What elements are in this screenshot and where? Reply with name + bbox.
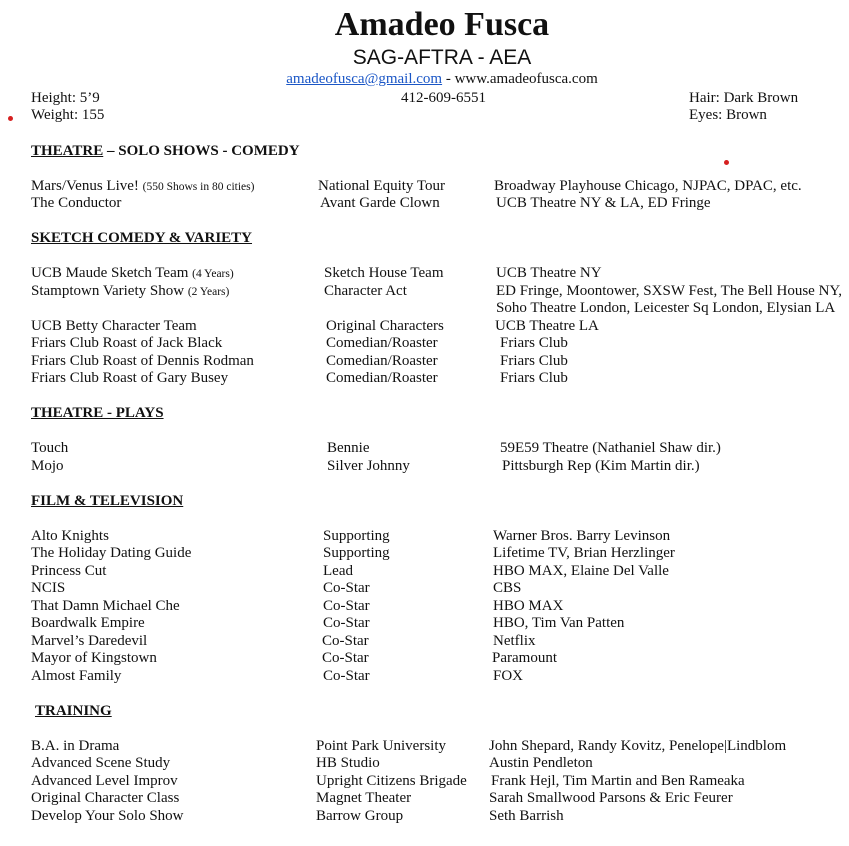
credit-title: Almost Family xyxy=(31,668,122,684)
contact-line xyxy=(0,71,849,88)
credit-role: National Equity Tour xyxy=(318,178,445,194)
credit-title: The Conductor xyxy=(31,195,122,211)
credit-venue: UCB Theatre NY xyxy=(496,265,602,281)
training-teachers: John Shepard, Randy Kovitz, Penelope|Lindblom xyxy=(489,738,787,754)
credit-title: Friars Club Roast of Gary Busey xyxy=(31,370,229,386)
credit-title: Marvel’s Daredevil xyxy=(31,633,148,649)
credit-role: Bennie xyxy=(327,440,370,456)
credit-role: Original Characters xyxy=(326,318,444,334)
training-teachers: Frank Hejl, Tim Martin and Ben Rameaka xyxy=(491,773,745,789)
red-marker-dot xyxy=(8,116,13,121)
training-school: HB Studio xyxy=(316,755,380,771)
credit-venue: 59E59 Theatre (Nathaniel Shaw dir.) xyxy=(500,440,721,456)
training-program: Original Character Class xyxy=(31,790,180,806)
credit-role: Silver Johnny xyxy=(327,458,410,474)
training-program: Advanced Scene Study xyxy=(31,755,171,771)
section-heading-main: FILM & TELEVISION xyxy=(31,493,184,509)
credit-title: Mayor of Kingstown xyxy=(31,650,157,666)
email-link[interactable]: amadeofusca@gmail.com xyxy=(286,71,443,87)
weight-stat: Weight: 155 xyxy=(31,107,105,123)
credit-venue: Friars Club xyxy=(500,335,568,351)
section-heading-training xyxy=(35,703,112,720)
credit-role: Co-Star xyxy=(323,615,370,631)
credit-role: Sketch House Team xyxy=(324,265,444,281)
credit-venue: Netflix xyxy=(493,633,536,649)
website-text: www.amadeofusca.com xyxy=(454,71,598,87)
credit-venue: Warner Bros. Barry Levinson xyxy=(493,528,671,544)
credit-note: (2 Years) xyxy=(187,286,230,298)
credit-title: Friars Club Roast of Jack Black xyxy=(31,335,223,351)
credit-role: Supporting xyxy=(323,545,390,561)
credit-venue: ED Fringe, Moontower, SXSW Fest, The Bell House NY, xyxy=(496,283,843,299)
section-heading-film-tv xyxy=(31,493,183,510)
training-school: Barrow Group xyxy=(316,808,404,824)
phone-number: 412-609-6551 xyxy=(401,90,486,106)
credit-title: Friars Club Roast of Dennis Rodman xyxy=(31,353,254,369)
credit-venue: Lifetime TV, Brian Herzlinger xyxy=(493,545,675,561)
hair-stat: Hair: Dark Brown xyxy=(689,90,799,106)
section-heading-main: SKETCH COMEDY & VARIETY xyxy=(31,230,253,246)
credit-role: Avant Garde Clown xyxy=(320,195,440,211)
credit-venue: HBO MAX, Elaine Del Valle xyxy=(493,563,669,579)
credit-note: (550 Shows in 80 cities) xyxy=(142,181,255,193)
section-heading-plays xyxy=(31,405,164,422)
credit-venue: Pittsburgh Rep (Kim Martin dir.) xyxy=(502,458,700,474)
credit-venue: CBS xyxy=(493,580,522,596)
credit-title: Alto Knights xyxy=(31,528,109,544)
credit-venue: UCB Theatre LA xyxy=(495,318,599,334)
credit-role: Co-Star xyxy=(323,580,370,596)
credit-role: Co-Star xyxy=(323,598,370,614)
section-heading-rest: – SOLO SHOWS - COMEDY xyxy=(103,143,300,159)
credit-venue: HBO, Tim Van Patten xyxy=(493,615,625,631)
credit-role: Character Act xyxy=(324,283,407,299)
height-stat: Height: 5’9 xyxy=(31,90,100,106)
red-marker-dot xyxy=(724,160,729,165)
section-heading-main: THEATRE xyxy=(31,143,104,159)
section-heading-sketch xyxy=(31,230,252,247)
credit-role: Co-Star xyxy=(322,633,369,649)
credit-venue-continued: Soho Theatre London, Leicester Sq London, Elysian LA xyxy=(496,300,836,316)
training-program: B.A. in Drama xyxy=(31,738,120,754)
section-heading-main: THEATRE - PLAYS xyxy=(31,405,164,421)
page-title: Amadeo Fusca xyxy=(334,6,550,43)
credit-venue: Broadway Playhouse Chicago, NJPAC, DPAC, etc. xyxy=(494,178,802,194)
credit-title: Mojo xyxy=(31,458,64,474)
credit-role: Co-Star xyxy=(322,650,369,666)
credit-title xyxy=(31,178,254,195)
credit-title-text: Mars/Venus Live! xyxy=(31,178,143,194)
credit-title: That Damn Michael Che xyxy=(31,598,180,614)
eyes-stat: Eyes: Brown xyxy=(689,107,767,123)
credit-role: Comedian/Roaster xyxy=(326,353,438,369)
section-heading-main: TRAINING xyxy=(35,703,112,719)
union-affiliations: SAG-AFTRA - AEA xyxy=(352,46,532,69)
credit-venue: Friars Club xyxy=(500,353,568,369)
credit-title xyxy=(31,283,229,300)
contact-separator: - xyxy=(442,71,455,87)
training-program: Advanced Level Improv xyxy=(31,773,178,789)
section-heading-solo-shows xyxy=(31,143,300,160)
credit-title: Boardwalk Empire xyxy=(31,615,145,631)
training-school: Upright Citizens Brigade xyxy=(316,773,467,789)
training-program: Develop Your Solo Show xyxy=(31,808,184,824)
credit-title: The Holiday Dating Guide xyxy=(31,545,192,561)
credit-role: Comedian/Roaster xyxy=(326,370,438,386)
credit-role: Supporting xyxy=(323,528,390,544)
training-school: Magnet Theater xyxy=(316,790,412,806)
credit-title: Princess Cut xyxy=(31,563,107,579)
credit-role: Lead xyxy=(323,563,353,579)
credit-title: UCB Betty Character Team xyxy=(31,318,197,334)
credit-venue: Friars Club xyxy=(500,370,568,386)
credit-role: Comedian/Roaster xyxy=(326,335,438,351)
training-school: Point Park University xyxy=(316,738,446,754)
credit-venue: FOX xyxy=(493,668,524,684)
credit-venue: UCB Theatre NY & LA, ED Fringe xyxy=(496,195,711,211)
credit-title: NCIS xyxy=(31,580,66,596)
credit-title-text: UCB Maude Sketch Team xyxy=(31,265,193,281)
training-teachers: Austin Pendleton xyxy=(489,755,593,771)
credit-title-text: Stamptown Variety Show xyxy=(31,283,188,299)
credit-title xyxy=(31,265,234,282)
credit-venue: Paramount xyxy=(492,650,557,666)
credit-role: Co-Star xyxy=(323,668,370,684)
credit-title: Touch xyxy=(31,440,69,456)
training-teachers: Seth Barrish xyxy=(489,808,564,824)
training-teachers: Sarah Smallwood Parsons & Eric Feurer xyxy=(489,790,733,806)
credit-note: (4 Years) xyxy=(192,268,234,280)
credit-venue: HBO MAX xyxy=(493,598,564,614)
